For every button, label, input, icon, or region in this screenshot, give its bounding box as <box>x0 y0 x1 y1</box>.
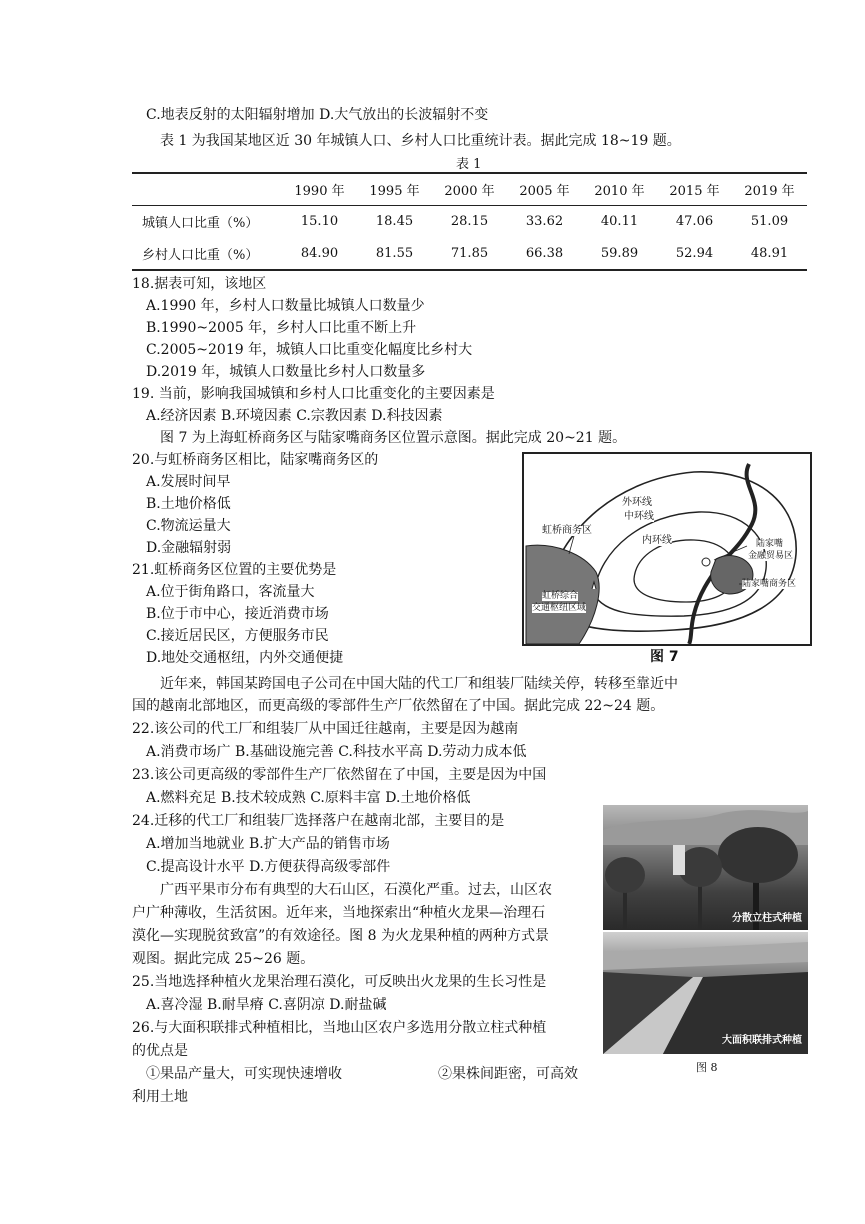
table-cell: 81.55 <box>375 245 414 261</box>
ljz-finance-marker <box>702 558 710 566</box>
table-cell: 52.94 <box>675 245 714 261</box>
table1-intro: 表 1 为我国某地区近 30 年城镇人口、乡村人口比重统计表。据此完成 18~19 题。 <box>160 133 681 149</box>
table-header-cell: 2005 年 <box>519 183 570 199</box>
table-header-cell: 2015 年 <box>669 183 720 199</box>
table-cell: 66.38 <box>525 245 564 261</box>
table-cell: 59.89 <box>600 245 639 261</box>
q21-option-a: A.位于街角路口，客流量大 <box>146 584 315 600</box>
q19-stem: 19. 当前，影响我国城镇和乡村人口比重变化的主要因素是 <box>132 386 495 402</box>
q25-stem: 25.当地选择种植火龙果治理石漠化，可反映出火龙果的生长习性是 <box>132 974 547 990</box>
q18-option-d: D.2019 年，城镇人口数量比乡村人口数量多 <box>146 364 426 380</box>
q26-statement-1: ①果品产量大，可实现快速增收 <box>146 1066 342 1082</box>
population-table <box>132 173 807 269</box>
table-header-cell: 2010 年 <box>594 183 645 199</box>
photo-greenhouse-roof <box>603 942 808 970</box>
photo-farmer <box>673 845 685 875</box>
table-cell: 40.11 <box>600 213 639 229</box>
table-header-cell: 2019 年 <box>744 183 795 199</box>
label-outer-ring: 外环线 <box>622 497 652 508</box>
table-header-row <box>132 173 807 205</box>
q18-option-c: C.2005~2019 年，城镇人口比重变化幅度比乡村大 <box>146 342 473 358</box>
label-middle-ring: 中环线 <box>624 511 654 522</box>
q22-intro-line2: 国的越南北部地区，而更高级的零部件生产厂依然留在了中国。据此完成 22~24 题。 <box>132 698 665 714</box>
table-header-cell: 1990 年 <box>294 183 345 199</box>
label-hub-1: 虹桥综合 <box>542 591 579 601</box>
q20-option-b: B.土地价格低 <box>146 496 231 512</box>
q22-stem: 22.该公司的代工厂和组装厂从中国迁往越南，主要是因为越南 <box>132 721 519 737</box>
map-drawing <box>524 454 810 644</box>
photo-plant <box>605 857 645 893</box>
q18-option-a: A.1990 年，乡村人口数量比城镇人口数量少 <box>146 298 425 314</box>
table-cell: 84.90 <box>300 245 339 261</box>
q26-stem-line2: 的优点是 <box>132 1043 188 1059</box>
label-hub-2: 交通枢纽区域 <box>532 603 587 613</box>
table-cell: 28.15 <box>450 213 489 229</box>
table-rule-bottom <box>132 269 807 271</box>
q25-options: A.喜冷湿 B.耐旱瘠 C.喜阴凉 D.耐盐碱 <box>146 997 387 1013</box>
q25-intro-line1: 广西平果市分布有典型的大石山区，石漠化严重。过去，山区农 <box>160 882 552 898</box>
photo-bottom-label: 大面积联排式种植 <box>722 1035 802 1046</box>
photo-top-label: 分散立柱式种植 <box>732 913 802 924</box>
figure7-caption: 图 7 <box>650 649 679 665</box>
label-ljz: 陆家嘴商务区 <box>742 579 797 589</box>
q20-option-d: D.金融辐射弱 <box>146 540 232 556</box>
table-cell: 47.06 <box>675 213 714 229</box>
q21-option-b: B.位于市中心，接近消费市场 <box>146 606 329 622</box>
photo-plant <box>718 827 798 883</box>
q26-stem-line1: 26.与大面积联排式种植相比，当地山区农户多选用分散立柱式种植 <box>132 1020 547 1036</box>
q24-options-ab: A.增加当地就业 B.扩大产品的销售市场 <box>146 836 390 852</box>
q19-options: A.经济因素 B.环境因素 C.宗教因素 D.科技因素 <box>146 408 443 424</box>
q22-intro-line1: 近年来，韩国某跨国电子公司在中国大陆的代工厂和组装厂陆续关停，转移至靠近中 <box>160 676 678 692</box>
label-inner-ring: 内环线 <box>642 535 672 546</box>
table-cell: 51.09 <box>750 213 789 229</box>
photo-scattered-column-planting <box>603 805 808 930</box>
q24-stem: 24.迁移的代工厂和组装厂选择落户在越南北部，主要目的是 <box>132 813 505 829</box>
table-row-label: 乡村人口比重（%） <box>142 247 259 263</box>
table-row-urban <box>132 205 807 237</box>
table-header-cell <box>132 173 282 205</box>
table-cell: 48.91 <box>750 245 789 261</box>
q26-statement-2: ②果株间距密，可高效 <box>438 1066 578 1082</box>
table-cell: 15.10 <box>300 213 339 229</box>
photo-large-row-planting <box>603 932 808 1054</box>
q23-options: A.燃料充足 B.技术较成熟 C.原料丰富 D.土地价格低 <box>146 790 471 806</box>
q20-option-c: C.物流运量大 <box>146 518 231 534</box>
table-header-cell: 1995 年 <box>369 183 420 199</box>
q24-options-cd: C.提高设计水平 D.方便获得高级零部件 <box>146 859 391 875</box>
table-row-label: 城镇人口比重（%） <box>142 215 259 231</box>
q18-stem: 18.据表可知，该地区 <box>132 276 267 292</box>
q21-stem: 21.虹桥商务区位置的主要优势是 <box>132 562 337 578</box>
q23-stem: 23.该公司更高级的零部件生产厂依然留在了中国，主要是因为中国 <box>132 767 547 783</box>
q20-option-a: A.发展时间早 <box>146 474 231 490</box>
q26-statement-2-cont: 利用土地 <box>132 1089 188 1105</box>
figure8-caption: 图 8 <box>696 1061 718 1074</box>
table-row-rural <box>132 237 807 269</box>
q20-intro: 图 7 为上海虹桥商务区与陆家嘴商务区位置示意图。据此完成 20~21 题。 <box>160 430 627 446</box>
q18-option-b: B.1990~2005 年，乡村人口比重不断上升 <box>146 320 417 336</box>
table-cell: 71.85 <box>450 245 489 261</box>
q22-options: A.消费市场广 B.基础设施完善 C.科技水平高 D.劳动力成本低 <box>146 744 527 760</box>
q25-intro-line2: 户广种薄收，生活贫困。近年来，当地探索出“种植火龙果—治理石 <box>132 905 546 921</box>
q20-stem: 20.与虹桥商务区相比，陆家嘴商务区的 <box>132 452 379 468</box>
table-cell: 33.62 <box>525 213 564 229</box>
label-ljz-fin-2: 金融贸易区 <box>748 551 794 561</box>
q25-intro-line3: 漠化—实现脱贫致富”的有效途径。图 8 为火龙果种植的两种方式景 <box>132 928 549 944</box>
label-hongqiao: 虹桥商务区 <box>542 525 592 536</box>
table-header-cell: 2000 年 <box>444 183 495 199</box>
q25-intro-line4: 观图。据此完成 25~26 题。 <box>132 951 315 967</box>
table1-title: 表 1 <box>456 157 482 172</box>
label-ljz-fin-1: 陆家嘴 <box>756 539 784 549</box>
shanghai-map <box>522 452 812 646</box>
q21-option-c: C.接近居民区，方便服务市民 <box>146 628 329 644</box>
q21-option-d: D.地处交通枢纽，内外交通便捷 <box>146 650 344 666</box>
table-cell: 18.45 <box>375 213 414 229</box>
q17-options-cd: C.地表反射的太阳辐射增加 D.大气放出的长波辐射不变 <box>146 107 489 123</box>
